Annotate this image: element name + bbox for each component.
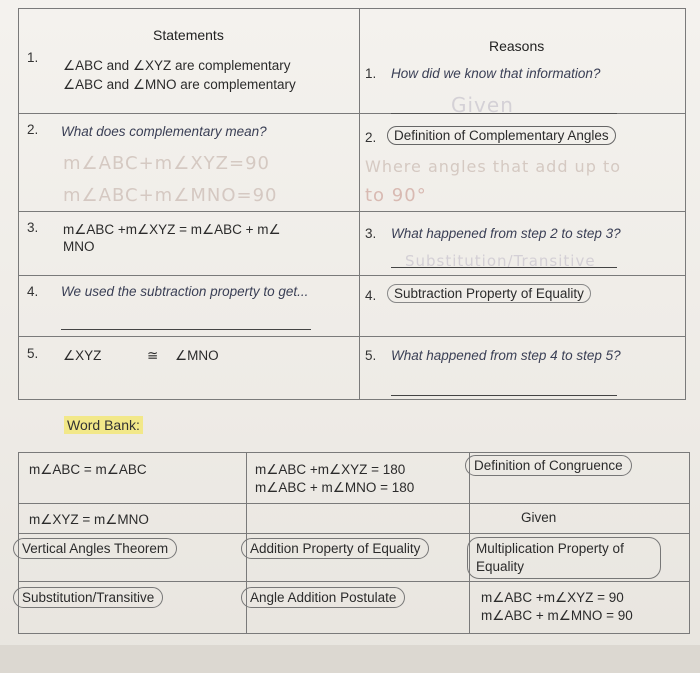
row-1-number: 1. xyxy=(27,50,39,65)
bank-row-divider xyxy=(19,503,689,504)
bank-cell-r3c1 xyxy=(13,540,177,558)
bank-row-divider xyxy=(19,533,689,534)
statements-header: Statements xyxy=(153,27,224,43)
bank-cell-r3c1-text: Vertical Angles Theorem xyxy=(13,538,177,559)
column-divider xyxy=(359,9,360,399)
bank-cell-r4c2-text: Angle Addition Postulate xyxy=(241,587,405,608)
row-2-reason-work2: to 90° xyxy=(365,185,427,206)
row-3-number: 3. xyxy=(27,220,39,235)
row-1-reason-answer: Given xyxy=(451,93,514,117)
row-divider xyxy=(19,336,685,337)
row-3-statement-line1: m∠ABC +m∠XYZ = m∠ABC + m∠ xyxy=(63,222,281,237)
row-3-reason-answer: Substitution/Transitive xyxy=(405,252,596,270)
row-2-work-line2: m∠ABC+m∠MNO=90 xyxy=(63,185,278,206)
page-bottom-edge xyxy=(0,645,700,673)
bank-cell-r3c3-line2: Equality xyxy=(476,559,525,574)
row-1-statement-line2: ∠ABC and ∠MNO are complementary xyxy=(63,77,296,92)
row-1-answer-line xyxy=(391,113,617,114)
row-3-reason-number: 3. xyxy=(365,226,377,241)
row-2-statement-question: What does complementary mean? xyxy=(61,124,267,139)
row-4-reason-number: 4. xyxy=(365,288,377,303)
bank-cell-r4c2 xyxy=(241,589,405,607)
bank-cell-r4c3-line2: m∠ABC + m∠MNO = 90 xyxy=(481,608,633,623)
bank-cell-r4c3-line1: m∠ABC +m∠XYZ = 90 xyxy=(481,590,624,605)
row-4-number: 4. xyxy=(27,284,39,299)
bank-cell-r3c3 xyxy=(467,537,661,579)
bank-cell-r2c1: m∠XYZ = m∠MNO xyxy=(29,512,149,527)
bank-cell-r1c1: m∠ABC = m∠ABC xyxy=(29,462,147,477)
bank-cell-r1c2-line2: m∠ABC + m∠MNO = 180 xyxy=(255,480,415,495)
row-3-statement-line2: MNO xyxy=(63,239,95,254)
bank-cell-r1c2-line1: m∠ABC +m∠XYZ = 180 xyxy=(255,462,406,477)
bank-cell-r3c2-text: Addition Property of Equality xyxy=(241,538,429,559)
row-2-reason-number: 2. xyxy=(365,130,377,145)
bank-cell-r4c1-text: Substitution/Transitive xyxy=(13,587,163,608)
row-5-answer-line xyxy=(391,395,617,396)
row-1-statement-line1: ∠ABC and ∠XYZ are complementary xyxy=(63,58,291,73)
bank-cell-r3c2 xyxy=(241,540,429,558)
bank-cell-r1c3 xyxy=(465,457,632,475)
row-4-reason xyxy=(387,285,591,303)
row-3-reason-question: What happened from step 2 to step 3? xyxy=(391,226,621,241)
row-2-reason xyxy=(387,127,616,145)
proof-table xyxy=(18,8,686,400)
reasons-header: Reasons xyxy=(489,38,545,54)
row-5-statement-b: ∠MNO xyxy=(175,348,219,363)
row-4-statement-question: We used the subtraction property to get... xyxy=(61,284,309,299)
row-5-number: 5. xyxy=(27,346,39,361)
bank-cell-r1c3-text: Definition of Congruence xyxy=(465,455,632,476)
row-2-reason-text: Definition of Complementary Angles xyxy=(387,126,616,145)
row-1-reason-question: How did we know that information? xyxy=(391,66,601,81)
row-divider xyxy=(19,211,685,212)
row-5-reason-number: 5. xyxy=(365,348,377,363)
row-5-congruent-symbol: ≅ xyxy=(147,348,159,363)
row-2-number: 2. xyxy=(27,122,39,137)
row-5-reason-question: What happened from step 4 to step 5? xyxy=(391,348,621,363)
word-bank-label: Word Bank: xyxy=(64,416,143,434)
bank-cell-r4c1 xyxy=(13,589,163,607)
bank-cell-r3c3-line1: Multiplication Property of xyxy=(476,541,624,556)
row-5-statement-a: ∠XYZ xyxy=(63,348,102,363)
row-4-reason-text: Subtraction Property of Equality xyxy=(387,284,591,303)
bank-row-divider xyxy=(19,581,689,582)
word-bank-table xyxy=(18,452,690,634)
row-4-answer-line xyxy=(61,329,311,330)
row-2-work-line1: m∠ABC+m∠XYZ=90 xyxy=(63,153,270,174)
row-divider xyxy=(19,275,685,276)
row-2-reason-work1: Where angles that add up to xyxy=(365,157,621,176)
row-3-answer-line xyxy=(391,267,617,268)
bank-cell-r2c3: Given xyxy=(521,510,557,525)
row-1-reason-number: 1. xyxy=(365,66,377,81)
